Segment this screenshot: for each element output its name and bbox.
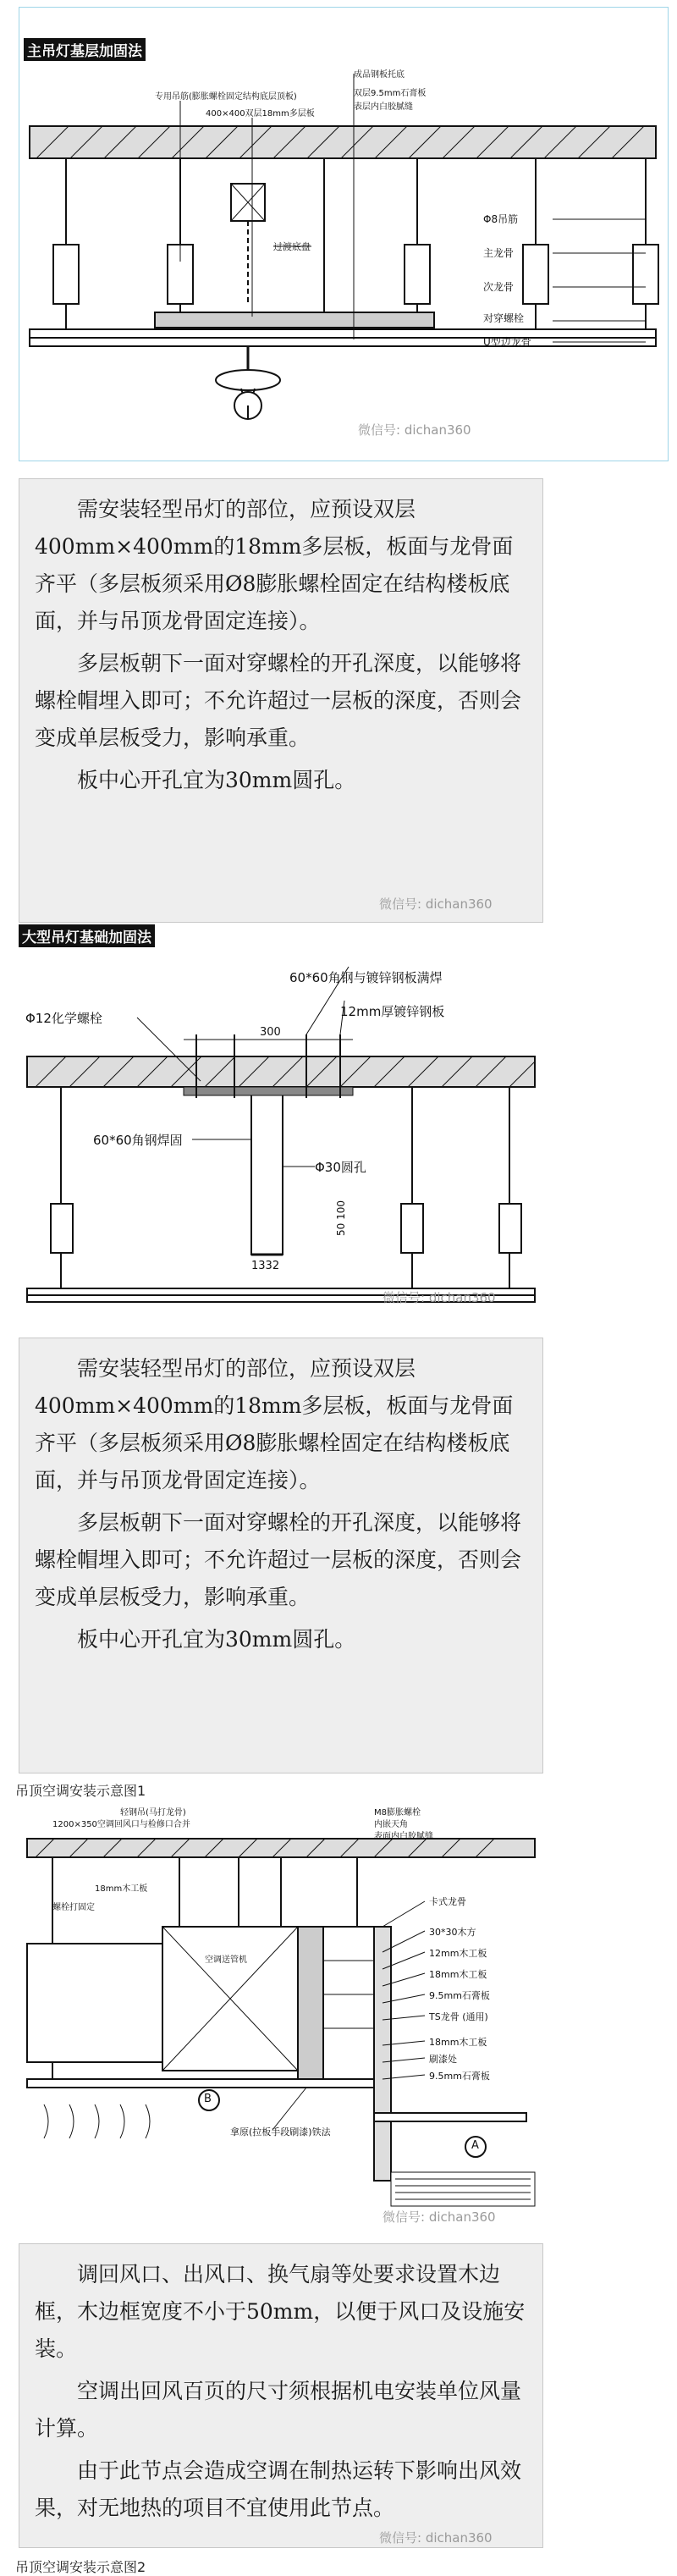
annotation-vent-frame: 1200×350空调回风口与检修口合并 [52,1820,190,1829]
annotation-steel-plate: 12mm厚镀锌钢板 [340,1004,445,1019]
watermark: 微信号: dichan360 [379,2530,493,2546]
annotation-gypsum-board: 双层9.5mm石膏板 [354,89,427,98]
annotation-dim-300: 300 [260,1026,281,1039]
annotation-angle-weld: 60*60角钢与镀锌钢板满焊 [289,970,443,985]
annotation-dim-50-100: 50 100 [335,1200,347,1236]
annotation-sub-keel: 次龙骨 [483,281,515,293]
annotation-u-keel: U型边龙骨 [483,336,531,348]
annotation-dim-1332: 1332 [251,1260,280,1272]
annotation-main-keel: 主龙骨 [483,247,515,259]
watermark: 微信号: dichan360 [383,2209,496,2223]
annotation-angle: 30*30木方 [429,1927,476,1938]
annotation-transition-plate: 过渡底盘 [273,241,311,252]
text-box-ac-install [19,2243,543,2548]
paragraph: 需安装轻型吊灯的部位，应预设双层400mm×400mm的18mm多层板，板面与龙骨面齐平（多层板须采用Ø8膨胀螺栓固定在结构楼板底面，并与吊顶龙骨固定连接）。 [35,497,514,633]
paragraph: 需安装轻型吊灯的部位，应预设双层400mm×400mm的18mm多层板，板面与龙骨面齐平（多层板须采用Ø8膨胀螺栓固定在结构楼板底面，并与吊顶龙骨固定连接）。 [35,1356,514,1492]
caption-ac-diagram-1: 吊顶空调安装示意图1 [15,1783,146,1799]
watermark: 微信号: dichan360 [383,1290,496,1305]
annotation-gypsum2: 9.5mm石膏板 [429,2071,490,2082]
annotation-gypsum: 9.5mm石膏板 [429,1990,490,2001]
annotation-hanger: Φ8吊筋 [483,213,519,225]
paragraph: 板中心开孔宜为30mm圆孔。 [77,1627,356,1652]
annotation-chem-bolt: Φ12化学螺栓 [25,1011,102,1026]
caption-ac-diagram-2: 吊顶空调安装示意图2 [15,2559,146,2575]
drawing-main-chandelier [19,7,669,461]
paragraph: 多层板朝下一面对穿螺栓的开孔深度，以能够将螺栓帽埋入即可；不允许超过一层板的深度，否则会变成单层板受力，影响承重。 [35,651,522,750]
annotation-board2: 18mm木工板 [429,1969,487,1980]
annotation-plywood: 400×400双层18mm多层板 [206,109,315,119]
watermark: 微信号: dichan360 [358,422,471,438]
annotation-joint-seal: 表层内白胶腻缝 [354,102,413,112]
text-box-large-chandelier [19,1338,543,1773]
drawing-ac-install-1 [19,1800,543,2223]
annotation-board1: 12mm木工板 [429,1948,487,1959]
annotation-hole: Φ30圆孔 [315,1160,366,1175]
paragraph: 板中心开孔宜为30mm圆孔。 [77,768,356,792]
paragraph: 由于此节点会造成空调在制热运转下影响出风效果，对无地热的项目不宜使用此节点。 [35,2458,522,2520]
annotation-bolt-fix: 螺栓打固定 [52,1903,95,1912]
annotation-internal-ki: 内嵌天角 [374,1820,408,1829]
annotation-wood-frame-left: 18mm木工板 [95,1884,148,1894]
annotation-angle-frame: 60*60角钢焊固 [93,1133,183,1148]
annotation-expansion-bolt: 专用吊筋(膨胀螺栓固定结构底层顶板) [155,92,297,102]
annotation-seal: 拿原(拉板手段刷漆)铁法 [230,2126,331,2137]
paragraph: 多层板朝下一面对穿螺栓的开孔深度，以能够将螺栓帽埋入即可；不允许超过一层板的深度，否则会变成单层板受力，影响承重。 [35,1510,522,1609]
paragraph: 空调出回风百页的尺寸须根据机电安装单位风量计算。 [35,2379,522,2441]
watermark: 微信号: dichan360 [379,896,493,912]
annotation-joint: 表面内白胶腻缝 [374,1832,433,1841]
marker-b: B [204,2093,212,2105]
marker-a: A [471,2139,479,2152]
annotation-duct: 空调送管机 [205,1955,247,1965]
annotation-ts-keel: TS龙骨 (通用) [429,2011,488,2022]
section-label-large-chandelier: 大型吊灯基础加固法 [19,924,155,947]
text-box-main-chandelier [19,478,543,923]
annotation-steel-plate: 成品钢板托底 [354,70,405,80]
drawing-large-chandelier [19,924,543,1331]
annotation-sub-keel: 卡式龙骨 [429,1896,466,1907]
annotation-side: 刷漆处 [429,2054,457,2065]
section-label-main-chandelier: 主吊灯基层加固法 [24,38,146,61]
annotation-through-bolt: 对穿螺栓 [483,312,525,324]
annotation-inspection-door: 轻钢吊(马打龙骨) [120,1808,186,1818]
annotation-board3: 18mm木工板 [429,2037,487,2048]
annotation-bolt: M8膨胀螺栓 [374,1808,421,1818]
paragraph: 调回风口、出风口、换气扇等处要求设置木边框，木边框宽度不小于50mm，以便于风口及设施安装。 [35,2262,526,2361]
